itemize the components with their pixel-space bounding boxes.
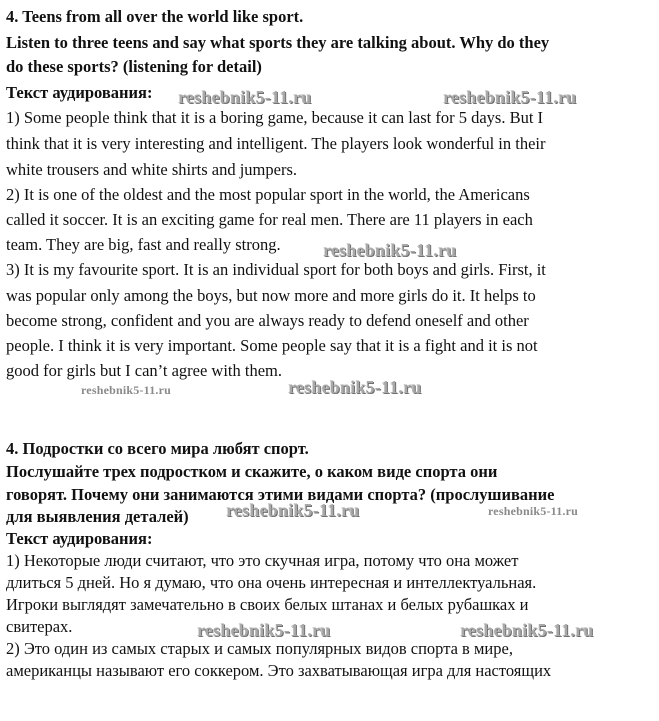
- text-line-en-8: was popular only among the boys, but now more and more girls do it. It helps to: [6, 286, 536, 305]
- audio-text-label-en: Текст аудирования:: [6, 83, 153, 102]
- task-line-1-en: Listen to three teens and say what sports they are talking about. Why do they: [6, 33, 550, 52]
- text-line-en-4: 2) It is one of the oldest and the most popular sport in the world, the Americans: [6, 185, 530, 204]
- text-line-en-7: 3) It is my favourite sport. It is an individual sport for both boys and girls. First, it: [6, 260, 546, 279]
- watermark: reshebnik5-11.ru: [488, 504, 578, 518]
- exercise-title-ru: 4. Подростки со всего мира любят спорт.: [6, 439, 309, 458]
- task-line-2-en: do these sports? (listening for detail): [6, 57, 262, 76]
- text-line-en-1: 1) Some people think that it is a boring game, because it can last for 5 days. But I: [6, 108, 544, 127]
- text-line-ru-3: Игроки выглядят замечательно в своих белых штанах и белых рубашках и: [6, 595, 529, 614]
- text-line-en-2: think that it is very interesting and intelligent. The players look wonderful in their: [6, 134, 546, 153]
- watermark: reshebnik5-11.ru: [197, 620, 331, 640]
- text-line-ru-4: свитерах.: [6, 617, 73, 636]
- watermark: reshebnik5-11.ru: [460, 620, 594, 640]
- exercise-title-en: 4. Teens from all over the world like sport.: [6, 7, 304, 26]
- task-line-1-ru: Послушайте трех подростком и скажите, о каком виде спорта они: [6, 462, 498, 481]
- task-line-3-ru: для выявления деталей): [6, 507, 189, 526]
- task-line-2-ru: говорят. Почему они занимаются этими видами спорта? (прослушивание: [6, 485, 555, 504]
- watermark: reshebnik5-11.ru: [288, 377, 422, 397]
- text-line-en-10: people. I think it is very important. Some people say that it is a fight and it is not: [6, 336, 538, 355]
- audio-text-label-ru: Текст аудирования:: [6, 529, 153, 548]
- text-line-en-5: called it soccer. It is an exciting game for real men. There are 11 players in each: [6, 210, 533, 229]
- text-line-en-9: become strong, confident and you are always ready to defend oneself and other: [6, 311, 529, 330]
- text-line-en-3: white trousers and white shirts and jumpers.: [6, 160, 297, 179]
- text-line-ru-5: 2) Это один из самых старых и самых популярных видов спорта в мире,: [6, 639, 513, 658]
- text-line-ru-6: американцы называют его соккером. Это захватывающая игра для настоящих: [6, 661, 552, 680]
- text-line-ru-1: 1) Некоторые люди считают, что это скучная игра, потому что она может: [6, 551, 519, 570]
- watermark: reshebnik5-11.ru: [323, 240, 457, 260]
- watermark: reshebnik5-11.ru: [226, 500, 360, 520]
- text-line-en-6: team. They are big, fast and really strong.: [6, 235, 281, 254]
- watermark: reshebnik5-11.ru: [443, 87, 577, 107]
- text-line-ru-2: длиться 5 дней. Но я думаю, что она очень интересная и интеллектуальная.: [6, 573, 537, 592]
- watermark: reshebnik5-11.ru: [178, 87, 312, 107]
- text-line-en-11: good for girls but I can’t agree with them.: [6, 361, 282, 380]
- watermark: reshebnik5-11.ru: [81, 383, 171, 397]
